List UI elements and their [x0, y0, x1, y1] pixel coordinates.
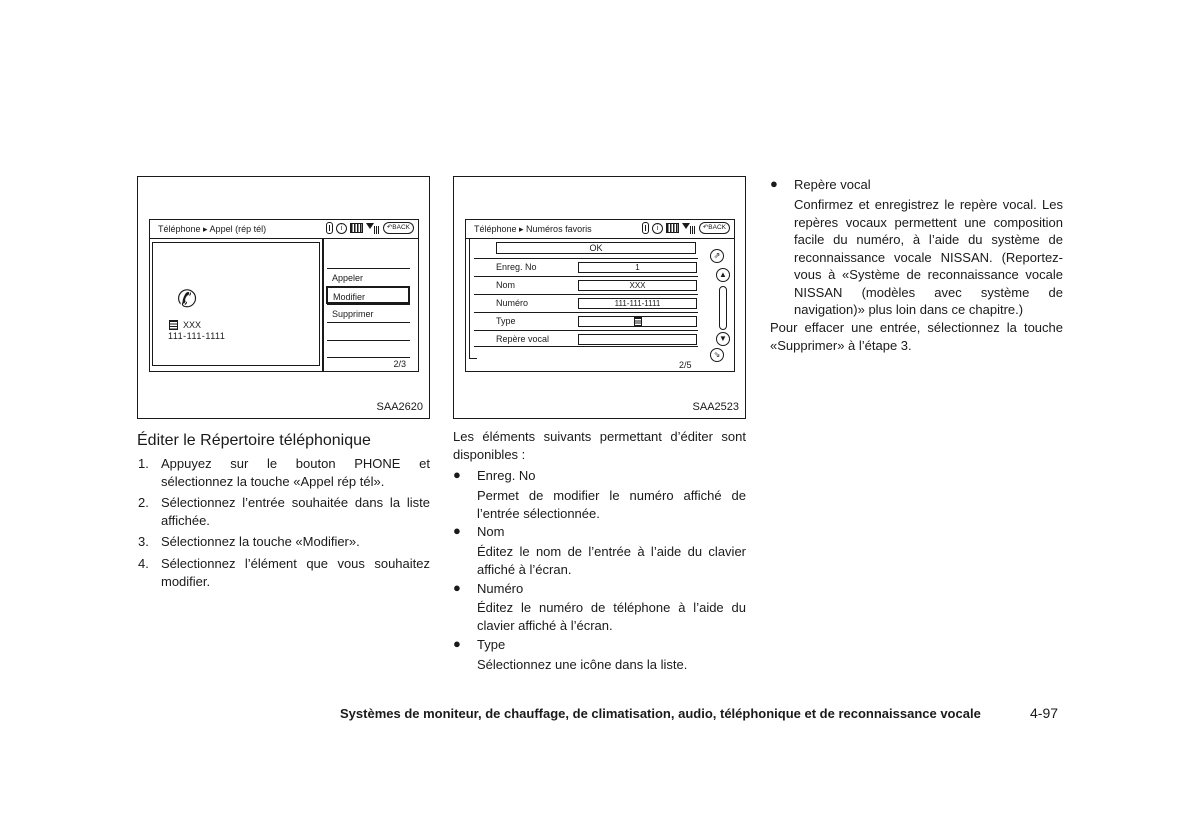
row-enreg-no[interactable] — [474, 258, 698, 275]
step-text: Appuyez sur le bouton PHONE et sélectionnez la touche «Appel rép tél». — [161, 456, 430, 489]
figure-favorites-edit — [453, 176, 746, 419]
contact-number: 111-111-1111 — [168, 331, 226, 341]
action-menu — [327, 268, 410, 358]
screen-header — [466, 220, 734, 239]
signal-icon — [682, 223, 696, 234]
row-label: Enreg. No — [496, 262, 537, 272]
battery-icon — [666, 223, 679, 233]
row-value: 1 — [578, 262, 697, 273]
step-text: Sélectionnez l’entrée souhaitée dans la liste affichée. — [161, 495, 430, 528]
step-number: 3. — [138, 534, 149, 549]
bullet-desc: Sélectionnez une icône dans la liste. — [477, 657, 688, 672]
scroll-down-icon[interactable]: ▼ — [716, 332, 730, 346]
menu-item-supprimer[interactable]: Supprimer — [327, 304, 410, 322]
phonebook-icon — [169, 320, 178, 330]
ok-button[interactable]: OK — [496, 242, 696, 254]
step-number: 4. — [138, 556, 149, 571]
divider — [322, 239, 324, 371]
bullet-desc: Éditez le numéro de téléphone à l’aide du clavier affiché à l’écran. — [477, 600, 746, 633]
bullet-title: Enreg. No — [477, 468, 536, 483]
bullet-dot: ● — [770, 176, 778, 191]
page-down-icon[interactable]: ⇘ — [710, 348, 724, 362]
info-icon: i — [652, 223, 663, 234]
bullet-dot: ● — [453, 636, 461, 651]
screen-phonebook — [149, 219, 419, 372]
row-value — [578, 316, 697, 327]
contact-entry — [169, 320, 201, 330]
bullet-desc: Confirmez et enregistrez le repère vocal. Les repères vocaux permettent une composition facile du numéro, à l’aide du système de reconnaissance vocale NISSAN. (Reportez-vous à «Système de reconnaissance vocale NISSAN (modèles avec système de navigation)» plus loin dans ce chapitre.) — [794, 197, 1063, 317]
page-number: 4-97 — [1030, 705, 1059, 721]
bullet-dot: ● — [453, 580, 461, 595]
bullet-title: Repère vocal — [794, 177, 871, 192]
bullet-dot: ● — [453, 523, 461, 538]
bullet-title: Nom — [477, 524, 505, 539]
back-button[interactable]: ↶BACK — [699, 222, 730, 234]
closing-text: Pour effacer une entrée, sélectionnez la touche «Supprimer» à l’étape 3. — [770, 320, 1063, 353]
figure-code: SAA2523 — [692, 401, 739, 413]
scrollbar[interactable] — [719, 286, 727, 330]
menu-item-empty — [327, 340, 410, 358]
step-1 — [138, 455, 430, 491]
intro-text: Les éléments suivants permettant d’éditer sont disponibles : — [453, 429, 746, 462]
row-label: Repère vocal — [496, 334, 550, 344]
bullet-title: Numéro — [477, 581, 524, 596]
contact-panel — [152, 242, 320, 366]
row-nom[interactable] — [474, 276, 698, 293]
footer-chapter-title: Systèmes de moniteur, de chauffage, de climatisation, audio, téléphonique et de reconnaissance vocale — [340, 706, 981, 721]
row-repere-vocal[interactable] — [474, 330, 698, 347]
step-3 — [138, 533, 430, 551]
section-heading: Éditer le Répertoire téléphonique — [137, 432, 371, 449]
scroll-up-icon[interactable]: ▲ — [716, 268, 730, 282]
screen-favorites — [465, 219, 735, 372]
row-value: XXX — [578, 280, 697, 291]
info-icon: i — [336, 223, 347, 234]
back-button[interactable]: ↶BACK — [383, 222, 414, 234]
step-number: 2. — [138, 495, 149, 510]
type-icon — [634, 317, 642, 326]
bluetooth-icon — [326, 222, 333, 234]
row-numero[interactable] — [474, 294, 698, 311]
status-bar — [642, 222, 730, 234]
figure-code: SAA2620 — [376, 401, 423, 413]
menu-item-appeler[interactable]: Appeler — [327, 268, 410, 286]
menu-item-modifier[interactable]: Modifier — [326, 286, 410, 304]
menu-item-empty — [327, 322, 410, 340]
bullet-title: Type — [477, 637, 506, 652]
back-label: BACK — [708, 224, 726, 231]
signal-icon — [366, 223, 380, 234]
step-text: Sélectionnez l’élément que vous souhaitez modifier. — [161, 556, 430, 589]
status-bar — [326, 222, 414, 234]
page-indicator: 2/3 — [393, 359, 406, 369]
step-2 — [138, 494, 430, 530]
screen-title: Téléphone ▸ Appel (rép tél) — [158, 224, 267, 234]
step-text: Sélectionnez la touche «Modifier». — [161, 534, 360, 549]
row-label: Nom — [496, 280, 516, 290]
screen-header — [150, 220, 418, 239]
bluetooth-icon — [642, 222, 649, 234]
step-number: 1. — [138, 456, 149, 471]
step-4 — [138, 555, 430, 591]
battery-icon — [350, 223, 363, 233]
row-type[interactable] — [474, 312, 698, 329]
figure-phonebook-call — [137, 176, 430, 419]
row-value — [578, 334, 697, 345]
back-label: BACK — [392, 224, 410, 231]
screen-title: Téléphone ▸ Numéros favoris — [474, 224, 592, 234]
page-indicator: 2/5 — [679, 360, 692, 370]
bullet-desc: Éditez le nom de l’entrée à l’aide du clavier affiché à l’écran. — [477, 544, 746, 577]
page-up-icon[interactable]: ⇗ — [710, 249, 724, 263]
contact-name: XXX — [183, 320, 202, 330]
row-value: 111-111-1111 — [578, 298, 697, 309]
row-label: Type — [496, 316, 516, 326]
bullet-dot: ● — [453, 467, 461, 482]
row-label: Numéro — [496, 298, 529, 308]
phone-handset-icon: ✆ — [177, 286, 198, 313]
bullet-desc: Permet de modifier le numéro affiché de l’entrée sélectionnée. — [477, 488, 746, 521]
